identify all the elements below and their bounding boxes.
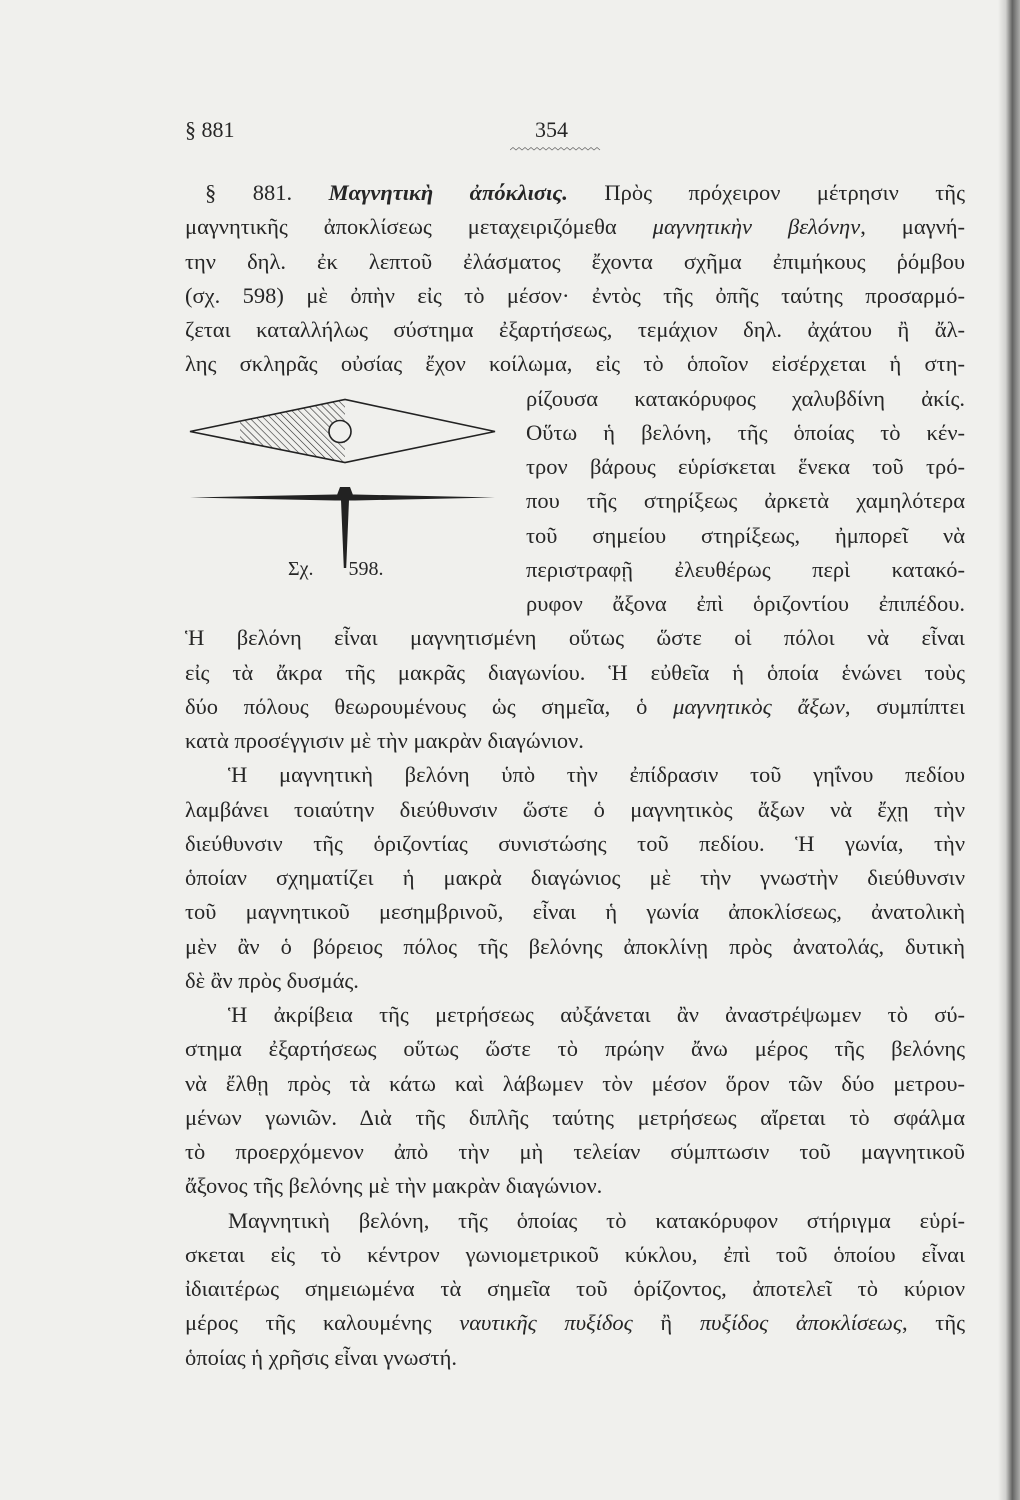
text-line: ἄξονος τῆς βελόνης μὲ τὴν μακρὰν διαγώνιον. [185,1173,603,1199]
text-line: ρίζουσα κατακόρυφος χαλυβδίνη ἀκίς. [526,385,965,411]
paragraph-1-closing [185,621,965,758]
text-segment: μέρος τῆς καλουμένης [185,1310,460,1336]
figure-598 [185,382,526,622]
paragraph-4 [185,1204,965,1375]
italic-term: πυξίδος ἀποκλίσεως [699,1310,902,1336]
text-line: νὰ ἔλθῃ πρὸς τὰ κάτω καὶ λάβωμεν τὸν μέσον ὅρον τῶν δύο μετρου- [185,1070,965,1096]
paragraph-1-opening [185,176,965,382]
text-segment: , μαγνή- [860,214,965,240]
text-line: (σχ. 598) μὲ ὀπὴν εἰς τὸ μέσον· ἐντὸς τῆς ὀπῆς ταύτης προσαρμό- [185,282,965,308]
text-line: στημα ἐξαρτήσεως οὕτως ὥστε τὸ πρώην ἄνω μέρος τῆς βελόνης [185,1036,965,1062]
text-segment: § 881. [205,180,329,205]
text-line: τοῦ μαγνητικοῦ μεσημβρινοῦ, εἶναι ἡ γωνία ἀποκλίσεως, ἀνατολικὴ [185,899,965,925]
text-line: την δηλ. ἐκ λεπτοῦ ἐλάσματος ἔχοντα σχῆμα ἐπιμήκους ῥόμβου [185,248,965,274]
text-line: ζεται καταλλήλως σύστημα ἐξαρτήσεως, τεμάχιον δηλ. ἀχάτου ἢ ἄλ- [185,317,965,342]
text-line: Ἡ μαγνητικὴ βελόνη ὑπὸ τὴν ἐπίδρασιν τοῦ γηΐνου πεδίου [228,762,965,788]
text-line: τρον βάρους εὑρίσκεται ἕνεκα τοῦ τρό- [526,454,965,479]
page-edge-shadow [998,0,1020,1500]
text-segment: Πρὸς πρόχειρον μέτρησιν τῆς [567,180,965,205]
text-line: Ἡ βελόνη εἶναι μαγνητισμένη οὕτως ὥστε οἱ πόλοι νὰ εἶναι [185,625,965,651]
section-title: Μαγνητικὴ ἀπόκλισις. [328,180,568,205]
text-line: τοῦ σημείου στηρίξεως, ἠμπορεῖ νὰ [526,522,965,548]
text-segment: ἢ [632,1310,700,1336]
figure-598-drawing [185,382,526,582]
needle-side-view [190,494,495,500]
text-line [185,1306,965,1340]
text-line: Οὕτω ἡ βελόνη, τῆς ὁποίας τὸ κέν- [526,419,965,445]
text-line: ἰδιαιτέρως σημειωμένα τὰ σημεῖα τοῦ ὁρίζοντος, ἀποτελεῖ τὸ κύριον [185,1276,965,1301]
paragraph-3 [185,998,965,1204]
figure-row [185,382,965,622]
text-line: λαμβάνει τοιαύτην διεύθυνσιν ὥστε ὁ μαγνητικὸς ἄξων νὰ ἔχῃ τὴν [185,796,965,822]
text-line: μὲν ἂν ὁ βόρειος πόλος τῆς βελόνης ἀποκλίνῃ πρὸς ἀνατολάς, δυτικὴ [185,933,965,959]
italic-term: μαγνητικὸς ἄξων [673,693,845,719]
text-line: ὁποίαν σχηματίζει ἡ μακρὰ διαγώνιος μὲ τὴν γνωστὴν διεύθυνσιν [185,865,965,890]
body-text [185,176,965,1375]
text-line: δὲ ἂν πρὸς δυσμάς. [185,967,359,993]
text-line: σκεται εἰς τὸ κέντρον γωνιομετρικοῦ κύκλου, ἐπὶ τοῦ ὁποίου εἶναι [185,1241,965,1267]
text-line [185,690,965,724]
text-line: Ἡ ἀκρίβεια τῆς μετρήσεως αὐξάνεται ἂν ἀναστρέψωμεν τὸ σύ- [228,1002,965,1027]
text-line: περιστραφῇ ἐλευθέρως περὶ κατακό- [526,556,965,582]
text-line: διεύθυνσιν τῆς ὁριζοντίας συνιστώσης τοῦ πεδίου. Ἡ γωνία, τὴν [185,830,965,856]
text-segment: , συμπίπτει [844,693,965,719]
text-beside-figure [526,382,965,622]
text-line: εἰς τὰ ἄκρα τῆς μακρᾶς διαγωνίου. Ἡ εὐθεῖα ἡ ὁποία ἑνώνει τοὺς [185,659,965,685]
text-segment: δύο πόλους θεωρουμένους ὡς σημεῖα, ὁ [185,693,674,719]
text-line: λης σκληρᾶς οὐσίας ἔχον κοίλωμα, εἰς τὸ ὁποῖον εἰσέρχεται ἡ στη- [185,351,965,377]
page-number-wavy-rule [510,146,602,154]
italic-term: ναυτικῆς πυξίδος [459,1310,633,1336]
text-line: ρυφον ἄξονα ἐπὶ ὁριζοντίου ἐπιπέδου. [526,591,965,616]
paragraph-2 [185,758,965,998]
text-line: κατὰ προσέγγισιν μὲ τὴν μακρὰν διαγώνιον. [185,728,584,753]
text-segment: μαγνητικῆς ἀποκλίσεως μεταχειριζόμεθα [185,214,653,240]
text-line: τὸ προερχόμενον ἀπὸ τὴν μὴ τελείαν σύμπτωσιν τοῦ μαγνητικοῦ [185,1139,965,1164]
page-number: 354 [535,117,568,142]
italic-term: μαγνητικὴν βελόνην [652,214,861,240]
text-line [185,210,965,244]
agate-cap [337,487,353,495]
text-line: μένων γωνιῶν. Διὰ τῆς διπλῆς ταύτης μετρήσεως αἴρεται τὸ σφάλμα [185,1104,965,1130]
pivot-hole [329,420,351,442]
text-line: Μαγνητικὴ βελόνη, τῆς ὁποίας τὸ κατακόρυφον στήριγμα εὑρί- [228,1207,965,1233]
text-line: που τῆς στηρίξεως ἀρκετὰ χαμηλότερα [526,488,965,514]
running-head-section: § 881 [185,117,235,142]
text-line [185,176,965,210]
text-segment: , τῆς [901,1310,965,1336]
figure-caption: Σχ. 598. [288,557,384,580]
text-line: ὁποίας ἡ χρῆσις εἶναι γνωστή. [185,1344,457,1370]
